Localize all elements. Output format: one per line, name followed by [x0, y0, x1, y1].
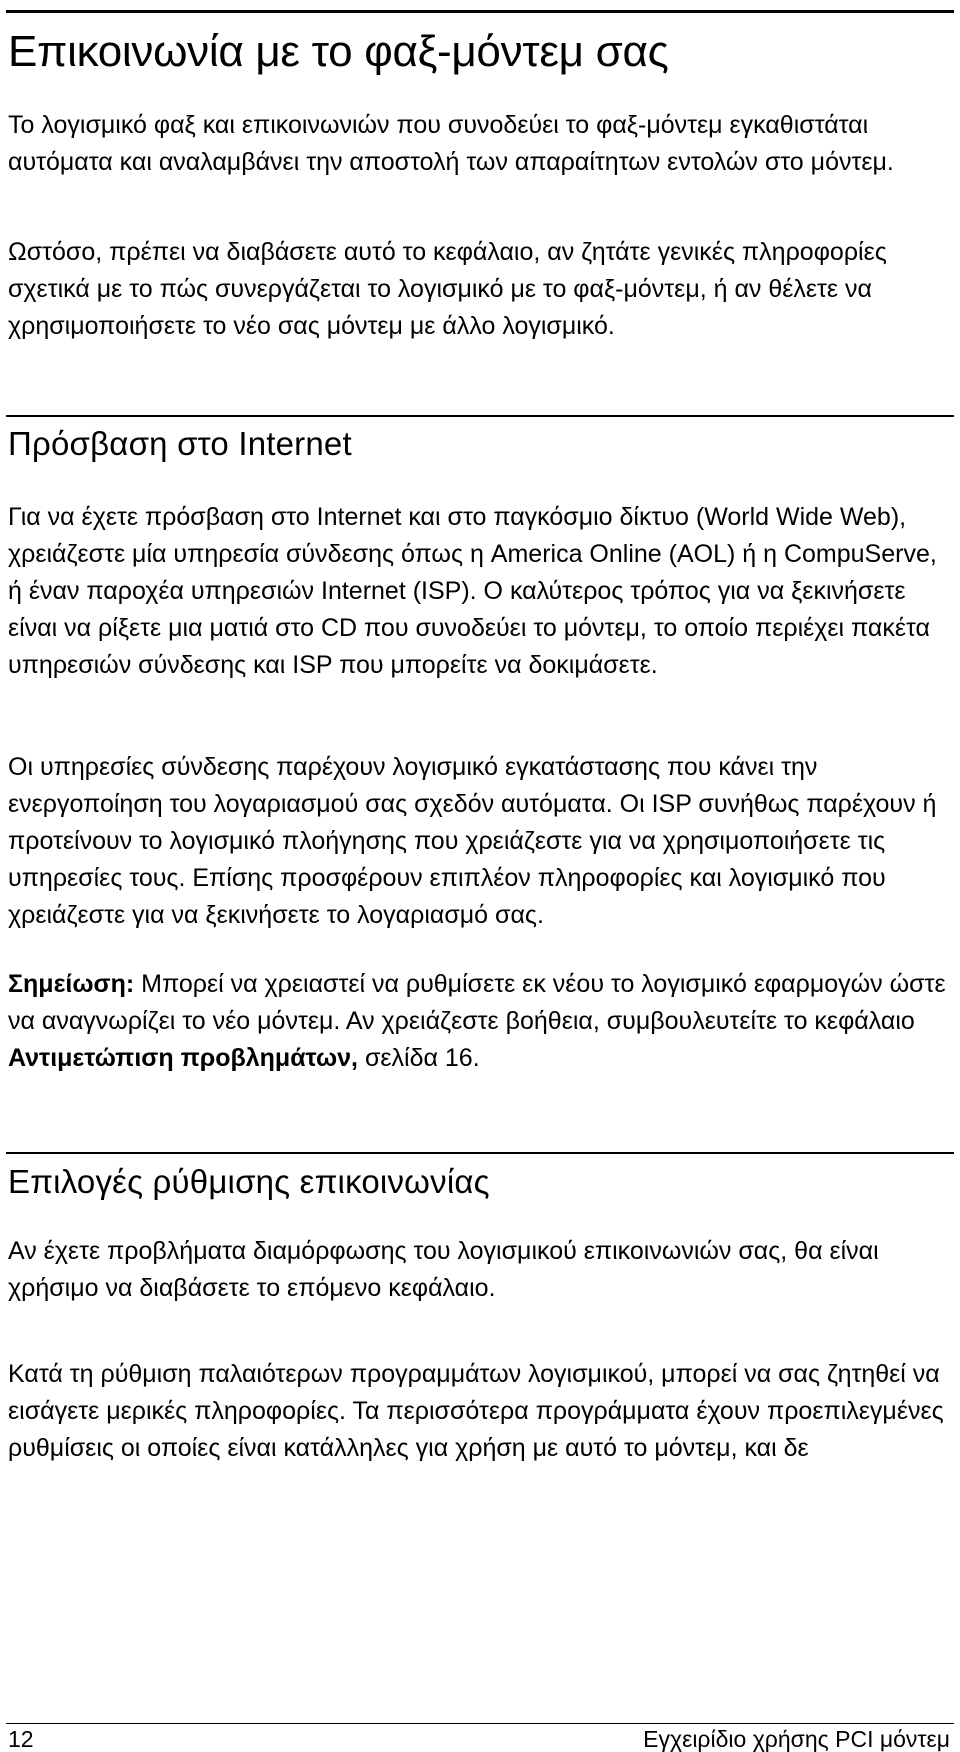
intro-paragraph-1: Το λογισμικό φαξ και επικοινωνιών που συνοδεύει το φαξ-μόντεμ εγκαθιστάται αυτόματα και αναλαμβάνει την αποστολή των απαραίτητων εντολών στο μόντεμ. — [8, 111, 894, 176]
page-title: Επικοινωνία με το φαξ-μόντεμ σας — [8, 27, 669, 76]
note-paragraph — [8, 966, 953, 1077]
intro-paragraph-2: Ωστόσο, πρέπει να διαβάσετε αυτό το κεφάλαιο, αν ζητάτε γενικές πληροφορίες σχετικά με το πώς συνεργάζεται το λογισμικό με το φαξ-μόντεμ, ή αν θέλετε να χρησιμοποιήσετε το νέο σας μόντεμ με άλλο λογισμικό. — [8, 238, 887, 340]
settings-paragraph-1: Αν έχετε προβλήματα διαμόρφωσης του λογισμικού επικοινωνιών σας, θα είναι χρήσιμο να διαβάσετε το επόμενο κεφάλαιο. — [8, 1237, 879, 1302]
settings-paragraph-2: Κατά τη ρύθμιση παλαιότερων προγραμμάτων λογισμικού, μπορεί να σας ζητηθεί να εισάγετε μερικές πληροφορίες. Τα περισσότερα προγράμματα έχουν προεπιλεγμένες ρυθμίσεις οι οποίες είναι κατάλληλες για χρήση με αυτό το μόντεμ, και δε — [8, 1360, 944, 1462]
section-heading-settings: Επιλογές ρύθμισης επικοινωνίας — [8, 1163, 490, 1200]
page-number: 12 — [8, 1726, 34, 1752]
section-heading-internet: Πρόσβαση στο Internet — [8, 425, 352, 462]
internet-paragraph-1: Για να έχετε πρόσβαση στο Internet και στο παγκόσμιο δίκτυο (World Wide Web), χρειάζεστε μία υπηρεσία σύνδεσης όπως η America Online (AOL) ή η CompuServe, ή έναν παροχέα υπηρεσιών Internet (ISP). Ο καλύτερος τρόπος για να ξεκινήσετε είναι να ρίξετε μια ματιά στο CD που συνοδεύει το μόντεμ, το οποίο περιέχει πακέτα υπηρεσιών σύνδεσης και ISP που μπορείτε να δοκιμάσετε. — [8, 503, 937, 679]
footer-divider — [6, 1723, 954, 1724]
top-divider — [6, 10, 954, 13]
section-divider-settings — [6, 1152, 954, 1154]
section-divider-internet — [6, 415, 954, 417]
note-text: Μπορεί να χρειαστεί να ρυθμίσετε εκ νέου το λογισμικό εφαρμογών ώστε να αναγνωρίζει το νέο μόντεμ. Αν χρειάζεστε βοήθεια, συμβουλευτείτε το κεφάλαιο — [8, 970, 946, 1035]
note-label: Σημείωση: — [8, 970, 135, 998]
manual-title: Εγχειρίδιο χρήσης PCI μόντεμ — [643, 1726, 950, 1752]
note-page-reference: σελίδα 16. — [358, 1044, 480, 1072]
note-chapter-reference: Αντιμετώπιση προβλημάτων, — [8, 1044, 358, 1072]
internet-paragraph-2: Οι υπηρεσίες σύνδεσης παρέχουν λογισμικό εγκατάστασης που κάνει την ενεργοποίηση του λογαριασμού σας σχεδόν αυτόματα. Οι ISP συνήθως παρέχουν ή προτείνουν το λογισμικό πλοήγησης που χρειάζεστε για να χρησιμοποιήσετε τις υπηρεσίες τους. Επίσης προσφέρουν επιπλέον πληροφορίες και λογισμικό που χρειάζεστε για να ξεκινήσετε το λογαριασμό σας. — [8, 753, 937, 929]
